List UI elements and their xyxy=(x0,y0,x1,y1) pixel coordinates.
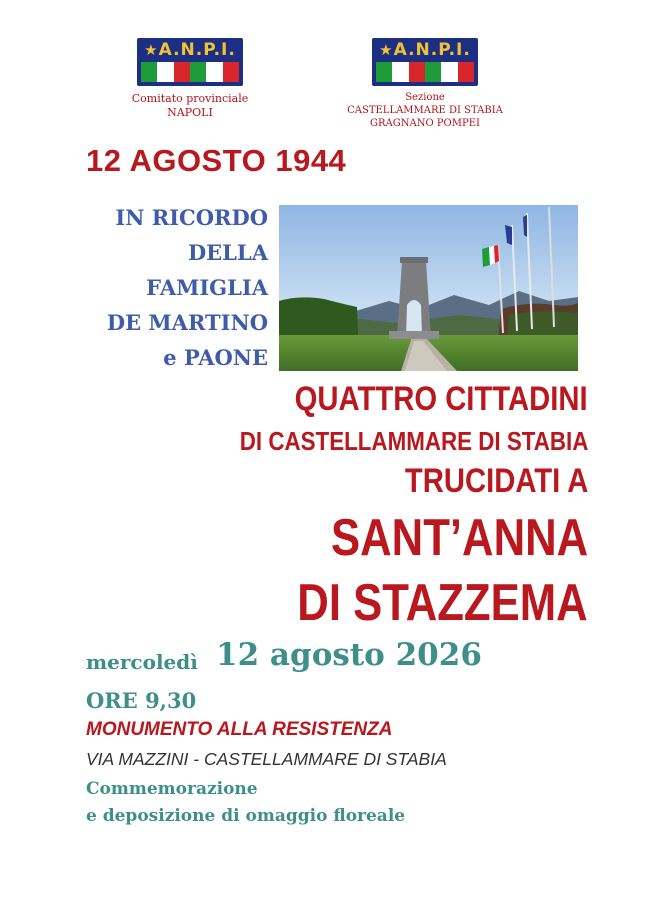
event-time: ORE 9,30 xyxy=(86,688,197,713)
star-icon: ★ xyxy=(144,41,159,59)
date-title: 12 AGOSTO 1944 xyxy=(86,143,347,178)
event-date: 12 agosto 2026 xyxy=(216,637,482,673)
anpi-logo-castellammare xyxy=(340,38,510,130)
memorial-photo xyxy=(279,205,578,371)
event-venue: MONUMENTO ALLA RESISTENZA xyxy=(86,719,393,740)
headline-line-1: QUATTRO CITTADINI xyxy=(295,380,588,418)
anpi-brand: A.N.P.I. xyxy=(158,40,236,60)
logo-caption: Sezione CASTELLAMMARE DI STABIA GRAGNANO POMPEI xyxy=(347,92,503,129)
headline-line-2: DI CASTELLAMMARE DI STABIA xyxy=(239,426,588,456)
anpi-emblem xyxy=(372,38,478,86)
event-address: VIA MAZZINI - CASTELLAMMARE DI STABIA xyxy=(86,749,447,769)
event-description: Commemorazione e deposizione di omaggio floreale xyxy=(86,779,406,826)
star-icon: ★ xyxy=(379,41,394,59)
anpi-logo-napoli xyxy=(105,38,275,120)
italian-tricolor-icon xyxy=(141,62,239,82)
anpi-emblem xyxy=(137,38,243,86)
anpi-brand: A.N.P.I. xyxy=(393,40,471,60)
memorial-dedication: IN RICORDO DELLA FAMIGLIA DE MARTINO e PAONE xyxy=(106,205,268,370)
logo-caption: Comitato provinciale NAPOLI xyxy=(131,92,249,119)
headline-line-3: TRUCIDATI A xyxy=(404,462,588,500)
event-day: mercoledì xyxy=(86,650,198,674)
headline-line-4: SANT’ANNA xyxy=(330,509,588,567)
italian-tricolor-icon xyxy=(376,62,474,82)
headline-line-5: DI STAZZEMA xyxy=(297,574,588,632)
